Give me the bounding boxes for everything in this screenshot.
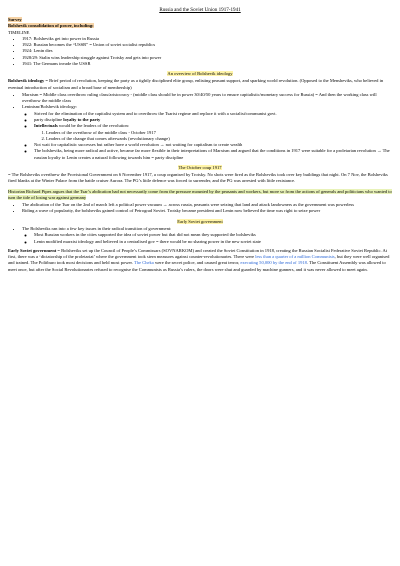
early-para-text: . The Constituent Assembly was allowed to meet once, but after the Social Revolutionaries refused to recognise the Communists as Russia’s rulers, the doors were shut and guarded by machine gunners, and it was never allowed to meet again. xyxy=(8,260,386,272)
early-section xyxy=(8,219,392,273)
leninism-item xyxy=(22,104,392,160)
pipes-highlight: Historian Richard Pipes argues that the Tsar’s abdication had not necessarily come from the pressure mounted by the peasants and workers, but more so from the actions of generals and politicians who wanted to turn the tide of losing war against germany xyxy=(8,188,392,200)
timeline-item: • 1941: The Germans invade the USSR xyxy=(22,61,392,67)
early-subitem: ◦ Lenin modified marxist ideology and believed in a centralised gov = there would be no sharing power in the new soviet state xyxy=(34,239,392,245)
timeline-item: • 1922: Russian becomes the “USSR” = Union of soviet socialist republics xyxy=(22,42,392,48)
early-para-text: were the secret police, and caused great terror, xyxy=(153,260,241,266)
early-para-term: Early Soviet government xyxy=(8,247,57,253)
pipes-section xyxy=(8,189,392,215)
survey-section xyxy=(8,17,392,67)
pipes-list xyxy=(8,202,392,215)
early-item xyxy=(22,226,392,245)
early-para-text: = Bolsheviks set up the Council of People’s Commissars (SOVNARKOM) and created the Soviet Constitution in 1918, creating the Russian Socialist Federative Soviet Republic. At first, there was a ‘dictatorship of the proletariat’ where the government took stern measures against counter-revolutionaries. There were xyxy=(8,247,388,260)
intellectuals-item xyxy=(34,123,392,142)
ideology-list xyxy=(8,92,392,161)
october-text: = The Bolsheviks overthrew the Provisional Government on 6 November 1917, a coup organised by Trotsky. No shots were fired as the Bolsheviks took over key buildings that night. On 7 Nov, the Bolsheviks fired blanks at the Winter Palace from the battle cruiser Aurora. The PG’s little defence was forced to surrender, and the PG was arrested with little resistance. xyxy=(8,172,388,184)
step-item: 1. Leaders of the overthrow of the middle class - October 1917 xyxy=(46,130,392,136)
intellectuals-rest: would be the leaders of the revolution: xyxy=(57,123,130,129)
pipes-item: • Riding a wave of popularity, the bolsheviks gained control of Petrograd Soviet. Trotsky became president and Lenin now believed the time was right to seize power xyxy=(22,208,392,214)
ideology-intro-term: Bolshevik ideology xyxy=(8,78,45,84)
early-paragraph xyxy=(8,248,392,273)
strived-item: ◦ Strived for the elimination of the capitalist system and to overthrow the Tsarist regime and replace it with a socialist/communist govt. xyxy=(34,111,392,117)
ideology-intro-text: = Brief period of revolution, keeping the party as a tightly disciplined elite group, enlisting peasant support, and sparking world revolution. (Opposed to the Mensheviks, who believed in eventual introduction of socialism and a broad base of membership) xyxy=(8,78,384,90)
ideology-intro xyxy=(8,78,392,91)
party-prefix: party discipline xyxy=(34,117,64,122)
timeline-item: • 1928/29: Stalin wins leadership struggle against Trotsky and gets into power xyxy=(22,55,392,61)
step-item: 2. Leaders of the change that comes afterwards (revolutionary change) xyxy=(46,136,392,142)
survey-heading: Survey xyxy=(8,17,22,23)
executions-count: executing 50,000 by the end of 1918 xyxy=(240,260,307,266)
party-bold: loyalty to the party xyxy=(63,117,101,122)
not-wait-item: ◦ Not wait for capitalistic successes but rather have a world revolution → not waiting for capitalism to create wealth xyxy=(34,142,392,148)
timeline-item: • 1924: Lenin dies xyxy=(22,48,392,54)
cheka-term: The Cheka xyxy=(134,260,154,266)
leninism-sublist xyxy=(22,111,392,161)
ideology-section xyxy=(8,71,392,161)
timeline-list xyxy=(8,36,392,67)
leninism-label: Leninism/Bolshevik ideology: xyxy=(22,104,78,110)
timeline-item: • 1917: Bolsheviks get into power in Russia xyxy=(22,36,392,42)
october-section xyxy=(8,165,392,185)
document-title: Russia and the Soviet Union 1917-1941 xyxy=(159,7,241,13)
radical-item: ◦ The bolsheviks, being more radical and active, became far more flexible in their interpretations of Marxism and argued that the conditions in 1917 were suitable for a proletarian revolution → The russian loyalty to Lenin creates a natural following towards him = party discipline xyxy=(34,148,392,161)
marxism-item: • Marxism = Middle class overthrow ruling class/aristocracy - (middle class should be in power 30/40/50 years to ensure capitalistic/monetary success for Russia) = And then the working class will overthrow the middle class xyxy=(22,92,392,105)
early-sublist xyxy=(22,232,392,245)
intellectuals-bold: Intellectuals xyxy=(34,123,58,129)
october-heading: The October coup 1917 xyxy=(178,164,222,170)
early-list xyxy=(8,226,392,245)
survey-subheading: Bolshevik consolidation of power, including: xyxy=(8,23,94,29)
early-bullet-text: The Bolsheviks ran into a few key issues in their radical transition of government: xyxy=(22,225,172,231)
communists-count: less than a quarter of a million Communists xyxy=(255,254,335,260)
ideology-heading: An overview of Bolshevik ideology xyxy=(167,71,233,77)
timeline-label: TIMELINE xyxy=(8,29,30,35)
early-subitem: ◦ Most Russian workers in the cities supported the idea of soviet power but that did not mean they supported the bolsheviks xyxy=(34,232,392,238)
intellectuals-steps xyxy=(34,130,392,143)
early-para-text: , but they were well organised and trained. The Politburo took most decisions and held most power. xyxy=(8,254,390,266)
early-heading: Early Soviet government xyxy=(177,218,223,224)
pipes-item: • The abdication of the Tsar on the 2nd of march left a political power vacuum → across russia, peasants were seizing that land and attack landowners as the government was powerless xyxy=(22,202,392,208)
